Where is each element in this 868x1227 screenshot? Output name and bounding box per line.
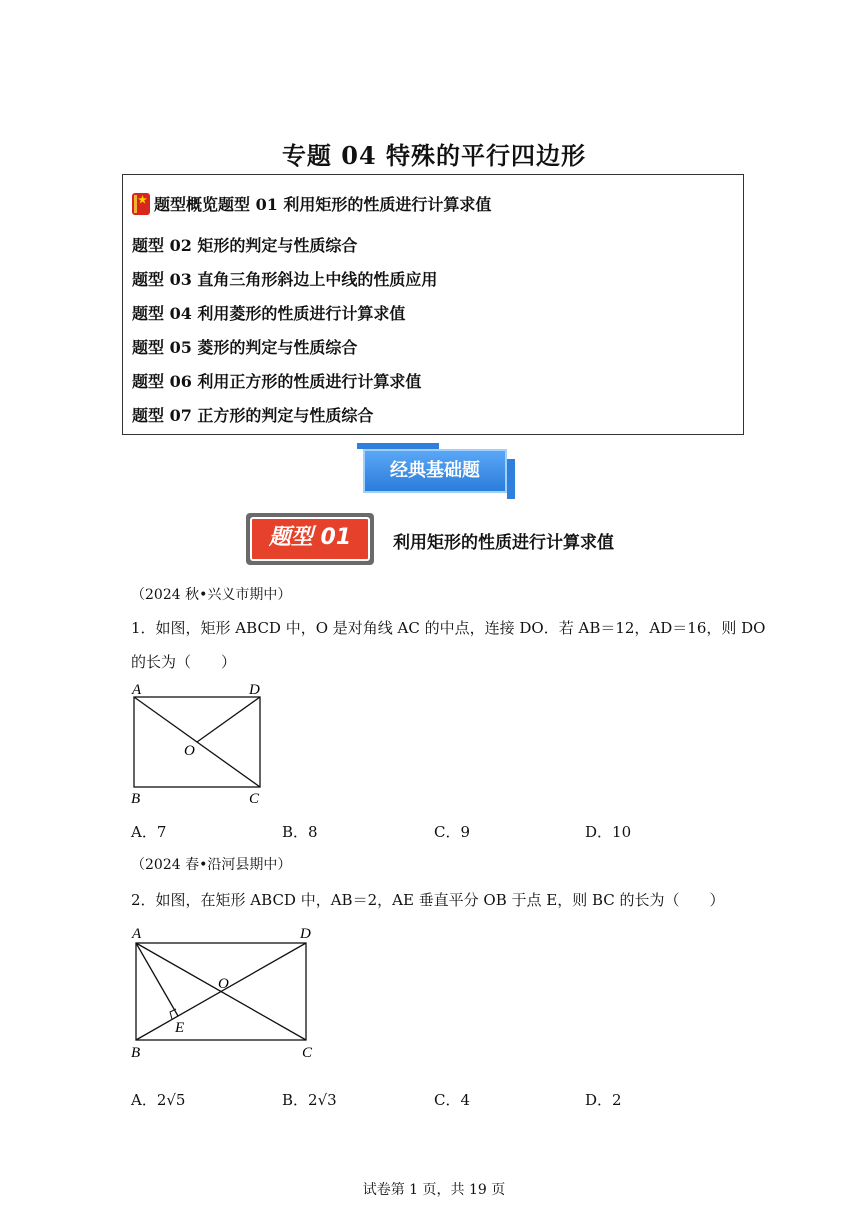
question-1-option-b[interactable]: B．8 xyxy=(282,823,318,841)
question-2-option-b[interactable]: B．2√3 xyxy=(282,1091,337,1109)
question-1-source: （2024 秋•兴义市期中） xyxy=(131,587,292,603)
question-1-figure xyxy=(126,678,276,808)
section-banner-label: 经典基础题 xyxy=(363,449,507,493)
overview-line-04: 题型 04 利用菱形的性质进行计算求值 xyxy=(132,304,406,323)
page-footer: 试卷第 1 页，共 19 页 xyxy=(362,1182,506,1198)
label-o: O xyxy=(184,743,195,759)
overview-line-02: 题型 02 矩形的判定与性质综合 xyxy=(132,236,358,255)
question-2-source: （2024 春•沿河县期中） xyxy=(131,857,292,873)
question-1-option-d[interactable]: D．10 xyxy=(585,823,632,841)
overview-line-06: 题型 06 利用正方形的性质进行计算求值 xyxy=(132,372,422,391)
question-2-text: 2．如图，在矩形 ABCD 中，AB＝2，AE 垂直平分 OB 于点 E，则 BC 的长为（ ） xyxy=(131,891,725,909)
red-book-icon: ★ xyxy=(132,193,150,215)
segment-do xyxy=(197,697,260,742)
question-1-text-cont: 的长为（ ） xyxy=(131,653,237,671)
segment-ae xyxy=(136,943,178,1016)
question-2-figure xyxy=(126,924,326,1064)
label-d: D xyxy=(249,682,260,698)
banner-decoration xyxy=(507,459,515,499)
label-b: B xyxy=(131,1045,141,1061)
overview-line-07: 题型 07 正方形的判定与性质综合 xyxy=(132,406,374,425)
overview-line-01 xyxy=(132,192,491,215)
overview-line-05: 题型 05 菱形的判定与性质综合 xyxy=(132,338,358,357)
question-1-option-a[interactable]: A．7 xyxy=(131,823,167,841)
type-badge-label: 题型 01 xyxy=(250,517,370,561)
label-a: A xyxy=(132,682,142,698)
question-type-overview xyxy=(122,174,744,435)
section-banner xyxy=(357,443,515,499)
type-badge xyxy=(246,513,374,565)
label-a: A xyxy=(132,926,142,942)
question-1-text: 1．如图，矩形 ABCD 中，O 是对角线 AC 的中点，连接 DO．若 AB＝12，AD＝16，则 DO xyxy=(131,619,766,637)
question-1-option-c[interactable]: C．9 xyxy=(434,823,471,841)
label-e: E xyxy=(175,1020,185,1036)
label-c: C xyxy=(249,791,260,807)
overview-line-03: 题型 03 直角三角形斜边上中线的性质应用 xyxy=(132,270,438,289)
label-c: C xyxy=(302,1045,313,1061)
type-title: 利用矩形的性质进行计算求值 xyxy=(393,533,614,553)
question-2-option-a[interactable]: A．2√5 xyxy=(131,1091,186,1109)
overview-text-01: 题型概览题型 01 利用矩形的性质进行计算求值 xyxy=(154,195,492,214)
question-2-option-d[interactable]: D．2 xyxy=(585,1091,622,1109)
label-b: B xyxy=(131,791,141,807)
label-d: D xyxy=(300,926,311,942)
question-2-option-c[interactable]: C．4 xyxy=(434,1091,471,1109)
label-o: O xyxy=(218,976,229,992)
page-title: 专题 04 特殊的平行四边形 xyxy=(281,141,587,170)
